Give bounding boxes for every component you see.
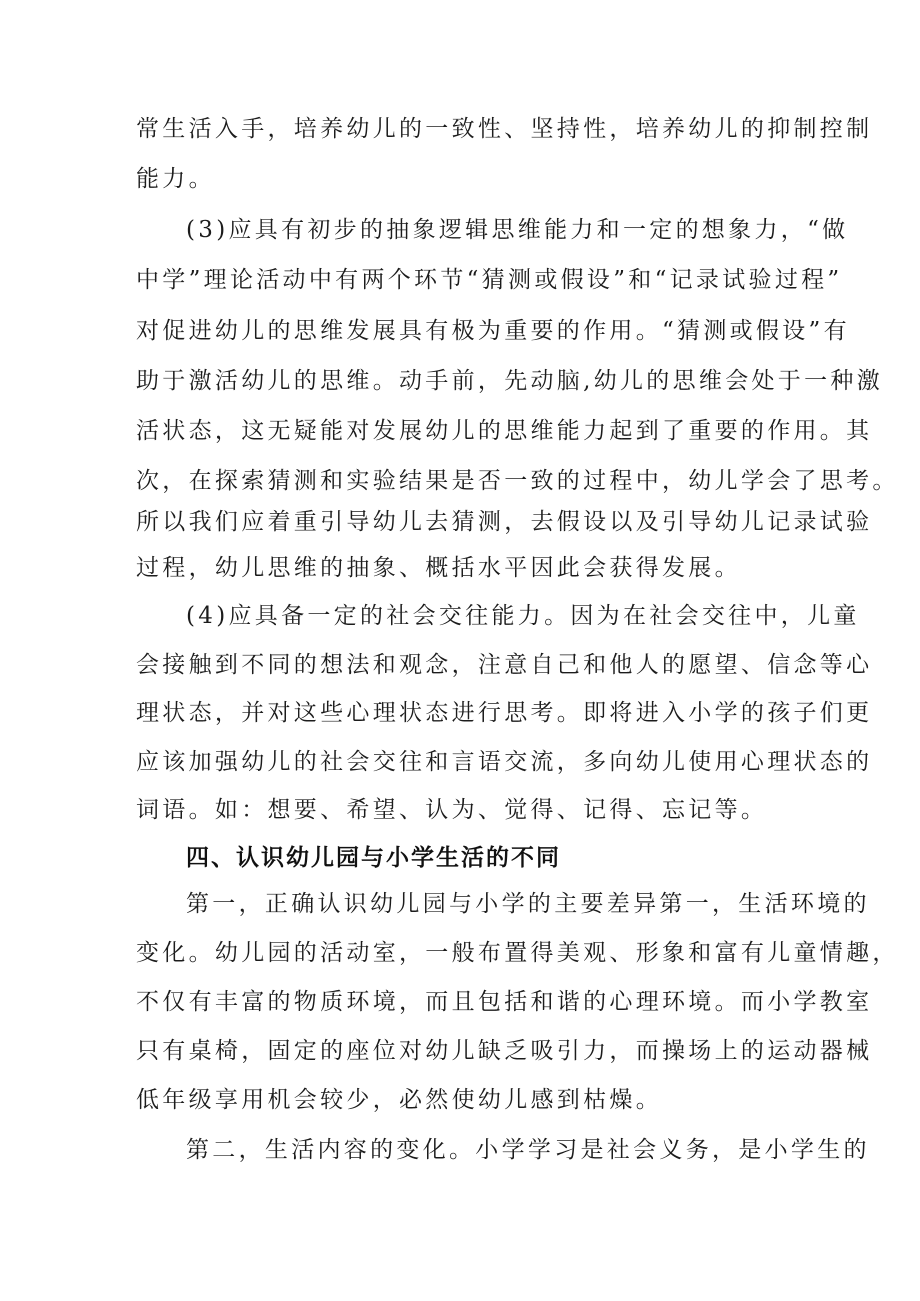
text-line: 过程，幼儿思维的抽象、概括水平因此会获得发展。 (136, 555, 741, 581)
text-line: 活状态，这无疑能对发展幼儿的思维能力起到了重要的作用。其 (136, 418, 873, 444)
text-line: 词语。如：想要、希望、认为、觉得、记得、忘记等。 (136, 797, 768, 823)
text-line: 理状态，并对这些心理状态进行思考。即将进入小学的孩子们更 (136, 700, 873, 726)
text-line: 会接触到不同的想法和观念，注意自己和他人的愿望、信念等心 (136, 652, 873, 678)
text-line: 所以我们应着重引导幼儿去猜测，去假设以及引导幼儿记录试验 (136, 509, 873, 535)
text-line: 不仅有丰富的物质环境，而且包括和谐的心理环境。而小学教室 (136, 989, 873, 1015)
text-line: 第一，正确认识幼儿园与小学的主要差异第一，生活环境的 (186, 891, 870, 917)
text-line: 常生活入手，培养幼儿的一致性、坚持性，培养幼儿的抑制控制 (136, 116, 873, 142)
text-line: (4)应具备一定的社会交往能力。因为在社会交往中，儿童 (186, 603, 860, 629)
text-line: 变化。幼儿园的活动室，一般布置得美观、形象和富有儿童情趣， (136, 940, 899, 966)
text-line: (3)应具有初步的抽象逻辑思维能力和一定的想象力，“做 (186, 217, 849, 243)
text-line: 助于激活幼儿的思维。动手前，先动脑,幼儿的思维会处于一种激 (136, 368, 884, 394)
text-line: 对促进幼儿的思维发展具有极为重要的作用。“猜测或假设”有 (136, 318, 850, 344)
text-line: 应该加强幼儿的社会交往和言语交流，多向幼儿使用心理状态的 (136, 749, 873, 775)
text-line: 只有桌椅，固定的座位对幼儿缺乏吸引力，而操场上的运动器械 (136, 1038, 873, 1064)
text-line: 次，在探索猜测和实验结果是否一致的过程中，幼儿学会了思考。 (136, 468, 899, 494)
text-line: 低年级享用机会较少，必然使幼儿感到枯燥。 (136, 1087, 662, 1113)
text-line: 中学”理论活动中有两个环节“猜测或假设”和“记录试验过程” (136, 267, 843, 293)
text-line: 第二，生活内容的变化。小学学习是社会义务，是小学生的 (186, 1137, 870, 1163)
text-line: 能力。 (136, 166, 215, 192)
section-heading: 四、认识幼儿园与小学生活的不同 (186, 845, 561, 871)
